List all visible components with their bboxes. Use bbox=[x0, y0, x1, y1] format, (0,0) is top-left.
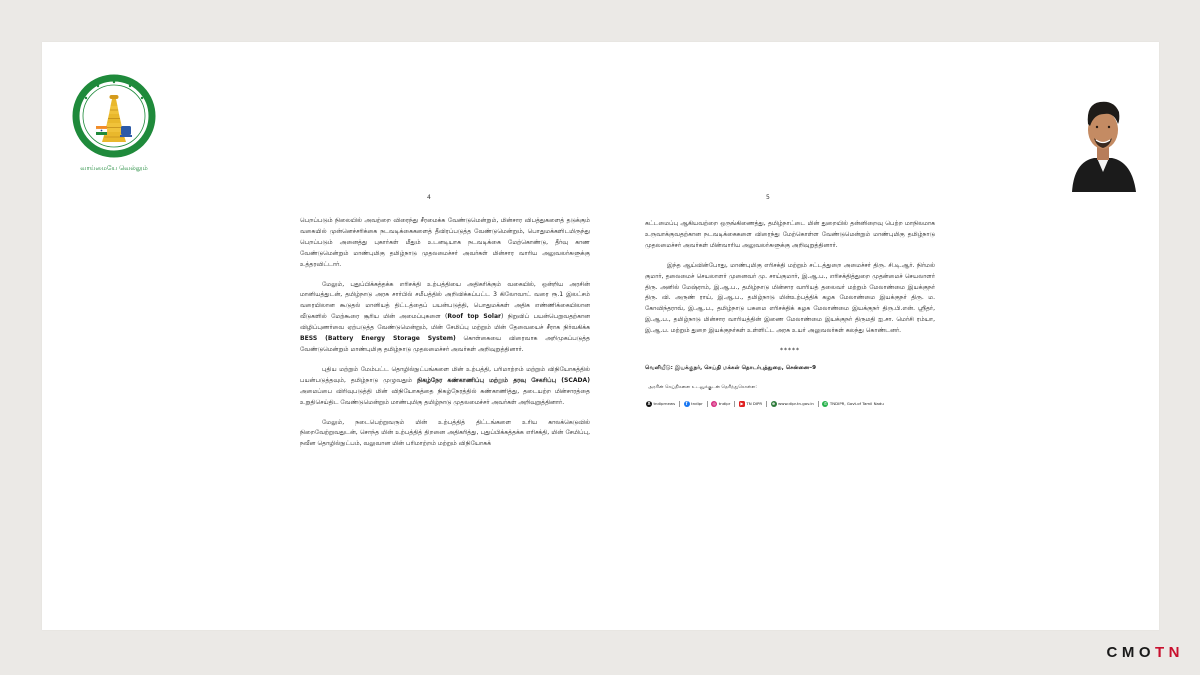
paragraph: புதிய மற்றும் மேம்பட்ட தொழில்நுட்பங்களை மின் உற்பத்தி, பரிமாற்றம் மற்றும் விநியோகத்தில் பயன்படுத்தவும், தமிழ்நாடு முழுவதும் நிகழ்நேர கண்காணிப்பு மற்றும் தரவு சேகரிப்பு (SCADA) அமைப்பை விரிவுபடுத்தி மின் விநியோகத்தை நிகழ்நேரத்தில் கண்காணித்து, தடையற்ற மின்சாரத்தை உறுதிசெய்திட வேண்டுமென்றும் மாண்புமிகு தமிழ்நாடு முதலமைச்சர் அவர்கள் அறிவுறுத்தினார். bbox=[300, 365, 590, 406]
social-link-label: tndipr bbox=[718, 400, 731, 406]
youtube-icon: ▶ bbox=[740, 401, 744, 407]
page-number-right: 5 bbox=[766, 194, 770, 201]
x-icon: X bbox=[647, 401, 651, 407]
social-link-label: www.dipr.tn.gov.in bbox=[778, 400, 814, 406]
social-link-whatsapp[interactable] bbox=[822, 399, 883, 410]
social-link-label: tndipr bbox=[691, 400, 703, 406]
social-link-x[interactable] bbox=[646, 399, 675, 410]
paragraph: பெறப்படும் நிலையில் அவற்றை விரைந்து சீரமைக்க வேண்டுமென்றும், மின்சார விபத்துகளைத் தடுக்கும் வகையில் முன்னெச்சரிக்கை நடவடிக்கைகளைத் தீவிரப்படுத்த வேண்டுமென்றும், பொதுமக்களிடமிருந்து பெறப்படும் அனைத்து புகார்கள் மீதும் உடனடியாக நடவடிக்கை மேற்கொண்டு, தீர்வு காண வேண்டுமென்றும் மாண்புமிகு தமிழ்நாடு முதலமைச்சர் அவர்கள் மின்சார வாரிய அலுவலர்களுக்கு உத்தரவிட்டார். bbox=[300, 217, 590, 268]
social-link-web[interactable] bbox=[771, 399, 814, 410]
cmotn-brand-logo: CMOTN bbox=[1106, 644, 1184, 661]
social-link-facebook[interactable] bbox=[684, 399, 703, 410]
paragraph: இந்த ஆய்வின்போது, மாண்புமிகு எரிசக்தி மற்றும் சட்டத்துறை அமைச்சர் திரு. சி.டி.ஆர். நிர்மல் குமார், தலைமைச் செயலாளர் முனைவர் மு. சாய்குமார், இ.ஆ.ப., எரிசக்தித்துறை முதன்மைச் செயலாளர் திரு. அனில் மேஷ்ராம், இ.ஆ.ப., தமிழ்நாடு மின்சார வாரியத் தலைவர் மற்றும் மேலாண்மை இயக்குநர் திரு. வி. அருண் ராய், இ.ஆ.ப., தமிழ்நாடு மின்உற்பத்திக் கழக மேலாண்மை இயக்குநர் திரு. ம. கோவிந்தராவ், இ.ஆ.ப., தமிழ்நாடு பசுமை எரிசக்திக் கழக மேலாண்மை இயக்குநர் திரு.பி.என். ஸ்ரீதர், இ.ஆ.ப., தமிழ்நாடு மின்சார வாரியத்தின் இணை மேலாண்மை இயக்குநர் திருமதி ஐ.சா. மெர்சி ரம்யா, இ.ஆ.ப. மற்றும் துறை இயக்குநர்கள் உள்ளிட்ட அரசு உயர் அலுவலர்கள் கலந்து கொண்டனர். bbox=[645, 261, 935, 335]
release-credit: வெளியீடு: இயக்குநர், செய்தி மக்கள் தொடர்புத்துறை, சென்னை–9 bbox=[645, 364, 817, 371]
svg-text:வாய்மையே வெல்லும்: வாய்மையே வெல்லும் bbox=[80, 164, 148, 172]
tamil-nadu-emblem-logo bbox=[72, 74, 156, 186]
page-number-left: 4 bbox=[427, 194, 431, 201]
follow-caption: அரசின் செய்திகளை உடனுக்குடன் தெரிந்துகொள்ள: bbox=[648, 384, 757, 390]
paragraph: மேலும், நடைபெற்றுவரும் மின் உற்பத்தித் திட்டங்களை உரிய காலக்கெடுவில் நிறைவேற்றுவதுடன், சொந்த மின் உற்பத்தித் திறனை அதிகரித்து, புதுப்பிக்கத்தக்க எரிசக்தி, மின் சேமிப்பு, நவீன தொழில்நுட்பம், வலுவான மின் பரிமாற்றம் மற்றும் விநியோகக் bbox=[300, 418, 590, 448]
paragraph: மேலும், புதுப்பிக்கத்தக்க எரிசக்தி உற்பத்தியை அதிகரிக்கும் வகையில், ஒன்றிய அரசின் மானியத்துடன், தமிழ்நாடு அரசு சார்பில் சமீபத்தில் அறிவிக்கப்பட்ட 3 கிலோவாட் வரை ரூ.1 இலட்சம் வரையிலான கூடுதல் மானியத் திட்டத்தைப் பயன்படுத்தி, பொதுமக்கள் அதிக எண்ணிக்கையிலான வீடுகளில் மேற்கூரை சூரிய மின் அமைப்புகளை (Roof top Solar) நிறுவிப் பயன்பெறுவதற்கான விழிப்புணர்வை ஏற்படுத்த வேண்டுமென்றும், மின் சேமிப்பு மற்றும் மின் தேவையைச் சீராக நிர்வகிக்க BESS (Battery Energy Storage System) கொள்கையை விரைவாக அறிமுகப்படுத்த வேண்டுமென்றும் மாண்புமிகு தமிழ்நாடு முதலமைச்சர் அவர்கள் அறிவுறுத்தினார். bbox=[300, 280, 591, 353]
social-separator bbox=[734, 401, 735, 407]
leader-portrait-image bbox=[1064, 62, 1142, 192]
social-separator bbox=[707, 401, 708, 407]
left-text-column bbox=[300, 216, 590, 459]
web-icon: ⊕ bbox=[771, 401, 776, 407]
social-link-youtube[interactable] bbox=[739, 399, 762, 410]
section-separator: ***** bbox=[780, 347, 800, 355]
social-separator bbox=[766, 401, 767, 407]
social-link-label: TN DIPR bbox=[746, 400, 763, 406]
whatsapp-icon: ✆ bbox=[823, 401, 828, 407]
social-link-label: TNDIPR, Govt.of Tamil Nadu bbox=[829, 400, 884, 406]
paragraph: கட்டமைப்பு ஆகியவற்றை ஒருங்கிணைத்து, தமிழ்நாட்டை மின் துறையில் தன்னிறைவு பெற்ற மாநிலமாக உருவாக்குவதற்கான நடவடிக்கைகளை விரைந்து மேற்கொள்ள வேண்டுமென்றும் மாண்புமிகு தமிழ்நாடு முதலமைச்சர் அவர்கள் மின்வாரிய அலுவலர்களுக்கு அறிவுறுத்தினார். bbox=[645, 220, 935, 249]
social-separator bbox=[679, 401, 680, 407]
social-link-label: tndiprnews bbox=[653, 400, 676, 406]
social-link-instagram[interactable] bbox=[711, 399, 730, 410]
social-separator bbox=[818, 401, 819, 407]
right-text-column bbox=[645, 219, 935, 410]
instagram-icon: ◎ bbox=[712, 401, 716, 407]
press-release-sheet bbox=[42, 42, 1159, 630]
social-links bbox=[646, 399, 935, 410]
facebook-icon: f bbox=[684, 401, 690, 407]
